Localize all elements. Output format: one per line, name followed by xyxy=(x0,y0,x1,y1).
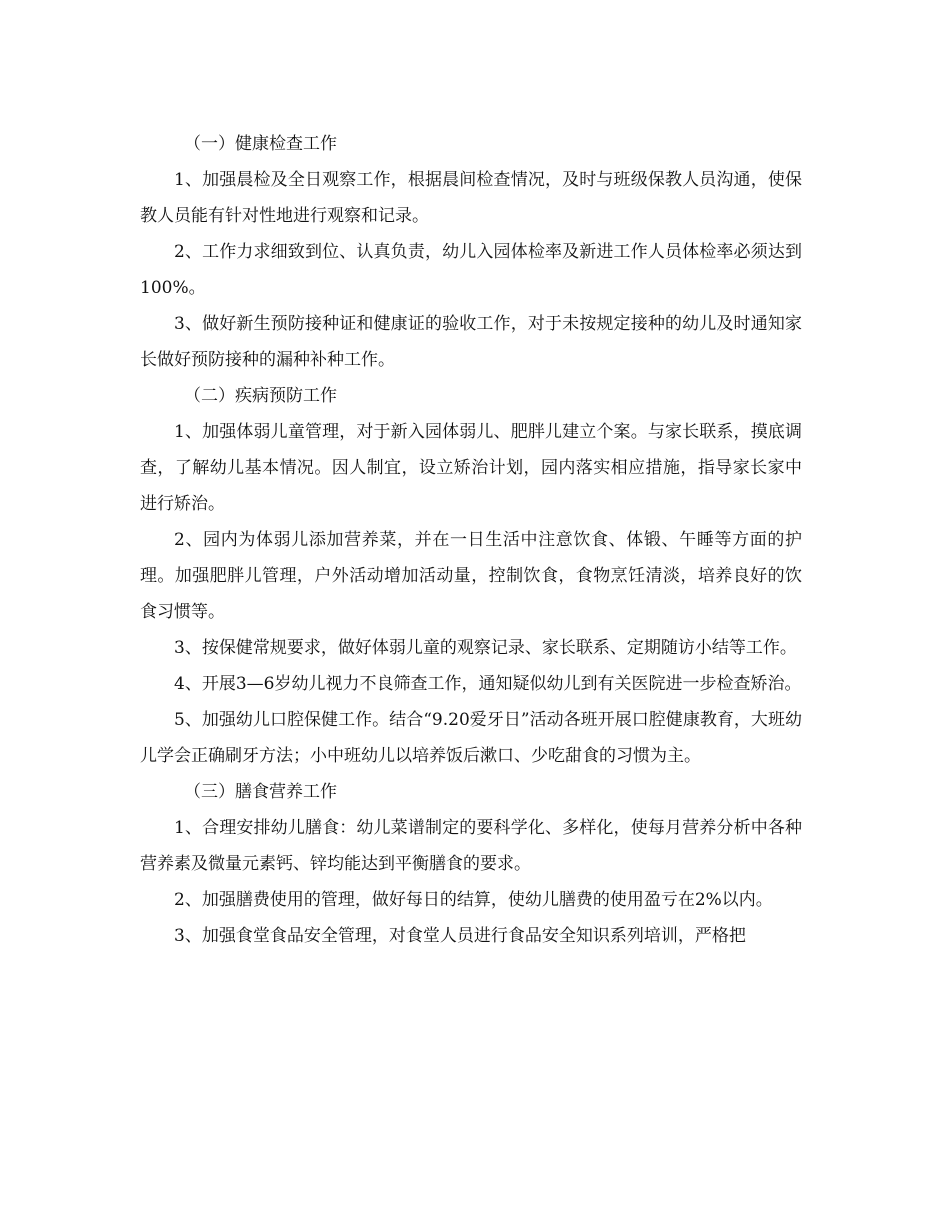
paragraph: 4、开展3—6岁幼儿视力不良筛查工作，通知疑似幼儿到有关医院进一步检查矫治。 xyxy=(174,674,802,694)
paragraph: 1、加强体弱儿童管理，对于新入园体弱儿、肥胖儿建立个案。与家长联系，摸底调查，了解幼儿基本情况。因人制宜，设立矫治计划，园内落实相应措施，指导家长家中进行矫治。 xyxy=(140,422,802,514)
paragraph: 2、工作力求细致到位、认真负责，幼儿入园体检率及新进工作人员体检率必须达到100%。 xyxy=(140,242,802,298)
document-body xyxy=(140,126,802,954)
paragraph: 3、按保健常规要求，做好体弱儿童的观察记录、家长联系、定期随访小结等工作。 xyxy=(174,638,797,658)
paragraph: 3、加强食堂食品安全管理，对食堂人员进行食品安全知识系列培训，严格把 xyxy=(174,926,746,946)
paragraph: 2、加强膳费使用的管理，做好每日的结算，使幼儿膳费的使用盈亏在2%以内。 xyxy=(174,890,773,910)
paragraph: 3、做好新生预防接种证和健康证的验收工作，对于未按规定接种的幼儿及时通知家长做好预防接种的漏种补种工作。 xyxy=(140,314,802,370)
paragraph: 5、加强幼儿口腔保健工作。结合“9.20爱牙日”活动各班开展口腔健康教育，大班幼儿学会正确刷牙方法；小中班幼儿以培养饭后漱口、少吃甜食的习惯为主。 xyxy=(140,710,802,766)
paragraph: 1、合理安排幼儿膳食：幼儿菜谱制定的要科学化、多样化，使每月营养分析中各种营养素及微量元素钙、锌均能达到平衡膳食的要求。 xyxy=(140,818,802,874)
section-heading: （一）健康检查工作 xyxy=(184,134,337,154)
section-heading: （三）膳食营养工作 xyxy=(184,782,337,802)
section-heading: （二）疾病预防工作 xyxy=(184,386,337,406)
paragraph: 1、加强晨检及全日观察工作，根据晨间检查情况，及时与班级保教人员沟通，使保教人员能有针对性地进行观察和记录。 xyxy=(140,170,802,226)
paragraph: 2、园内为体弱儿添加营养菜，并在一日生活中注意饮食、体锻、午睡等方面的护理。加强肥胖儿管理，户外活动增加活动量，控制饮食，食物烹饪清淡，培养良好的饮食习惯等。 xyxy=(140,530,802,622)
